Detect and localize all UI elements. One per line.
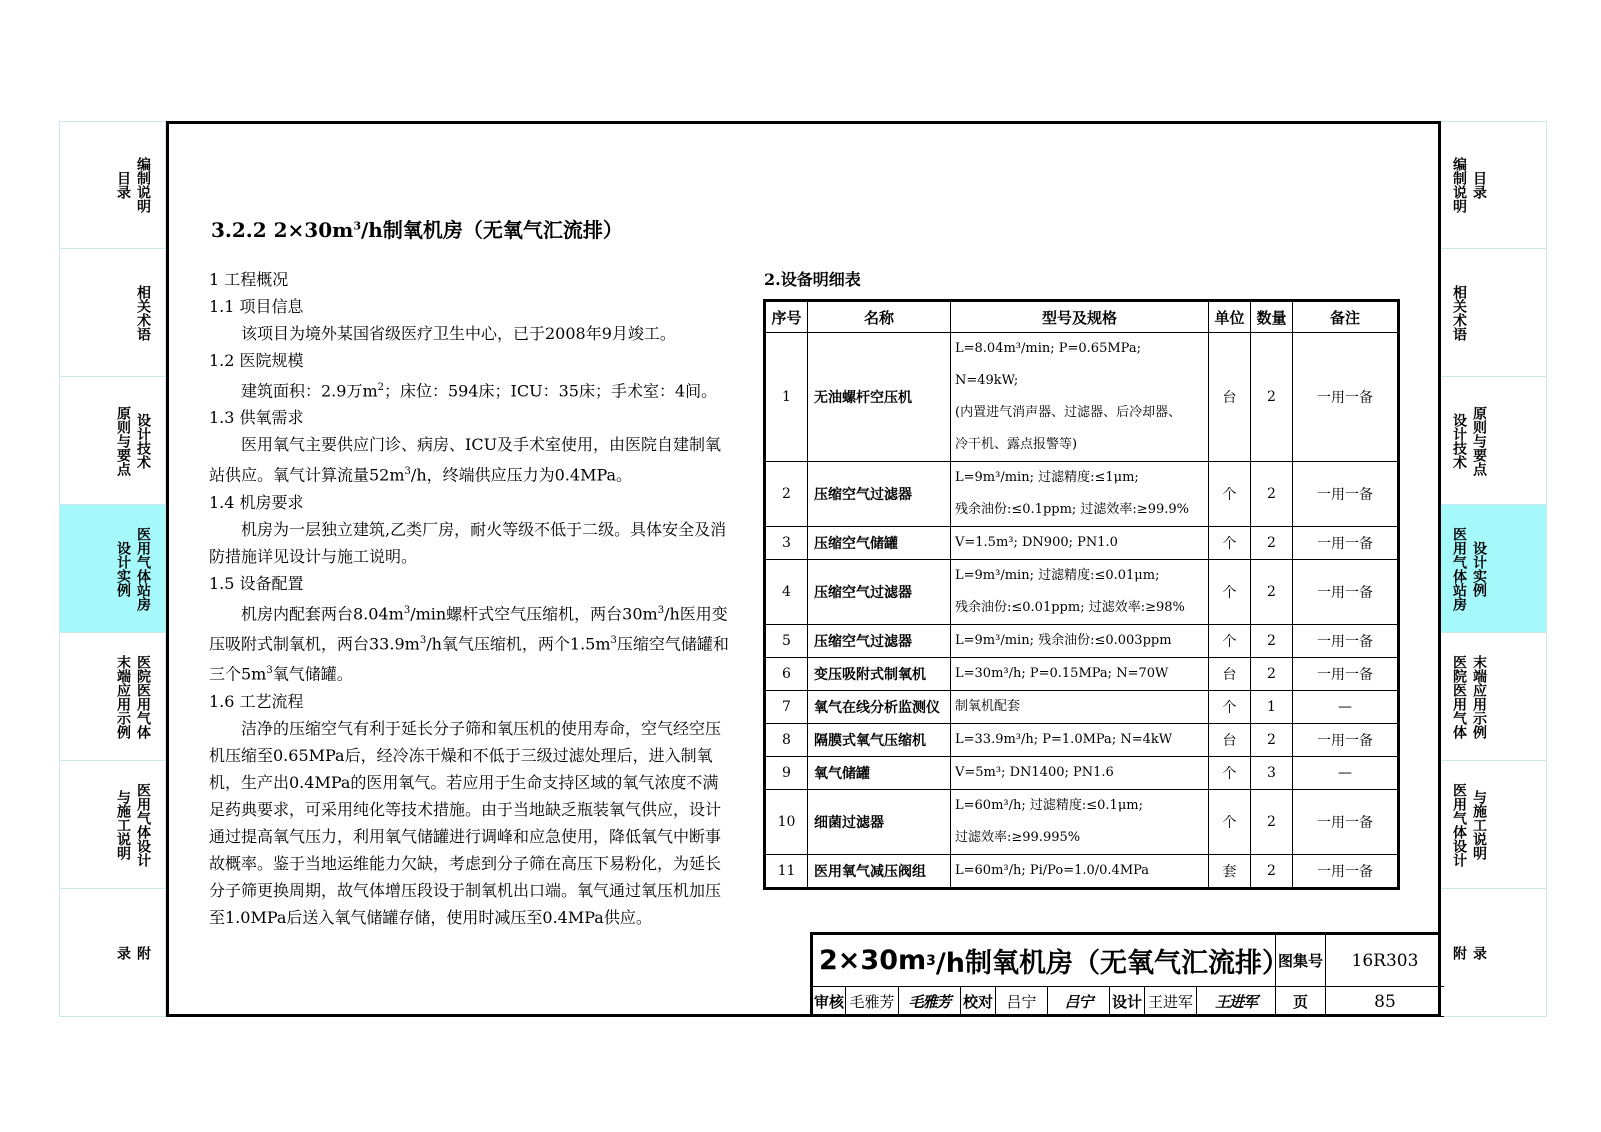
cell-no: 3: [765, 527, 808, 560]
cell-spec: [951, 691, 1209, 724]
table-row: [765, 462, 1399, 527]
cell-no: 8: [765, 724, 808, 757]
right-tab[interactable]: [1440, 633, 1547, 761]
cell-no: 4: [765, 560, 808, 625]
spec-line: L=9m³/min; 残余油份:≤0.003ppm: [955, 633, 1172, 648]
tab-label: [1453, 122, 1489, 248]
tab-label-column: 医院医用气体: [135, 654, 151, 739]
tab-label-column: 相关术语: [135, 284, 151, 341]
paragraph-1-4: 机房为一层独立建筑,乙类厂房，耐火等级不低于二级。具体安全及消防措施详见设计与施工说明。: [209, 519, 727, 566]
cell-no: 7: [765, 691, 808, 724]
cell-unit: 套: [1209, 855, 1251, 889]
right-tab[interactable]: [1440, 249, 1547, 377]
col-header: 单位: [1209, 301, 1251, 333]
left-tab[interactable]: [59, 505, 166, 633]
review-signature: 毛雅芳: [899, 987, 961, 1017]
left-tab[interactable]: [59, 121, 166, 249]
tab-label-column: 医用气体站房: [135, 526, 151, 611]
table-row: [765, 625, 1399, 658]
spec-line: L=9m³/min; 过滤精度:≤0.01μm;: [955, 568, 1160, 583]
spec-line: L=8.04m³/min; P=0.65MPa; N=49kW;: [955, 341, 1141, 388]
right-chapter-tabs: [1440, 121, 1547, 1017]
table-row: [765, 658, 1399, 691]
cell-spec: [951, 527, 1209, 560]
col-header: 备注: [1293, 301, 1399, 333]
check-signature: 吕宁: [1048, 987, 1110, 1017]
cell-unit: 个: [1209, 757, 1251, 790]
project-overview: [209, 266, 729, 931]
cell-name: 无油螺杆空压机: [808, 333, 951, 462]
cell-note: 一用一备: [1293, 560, 1399, 625]
spec-line: 冷干机、露点报警等): [955, 437, 1078, 452]
tab-label-column: 与施工说明: [1471, 789, 1487, 860]
cell-note: —: [1293, 691, 1399, 724]
cell-note: 一用一备: [1293, 625, 1399, 658]
table-row: [765, 333, 1399, 462]
right-tab[interactable]: [1440, 889, 1547, 1017]
cell-spec: [951, 855, 1209, 889]
check-name: 吕宁: [996, 987, 1048, 1017]
left-tab[interactable]: [59, 889, 166, 1017]
cell-spec: [951, 625, 1209, 658]
spec-line: 过滤效率:≥99.995%: [955, 830, 1081, 845]
heading-1-6: 1.6 工艺流程: [209, 691, 304, 711]
equipment-table: [763, 299, 1400, 890]
col-header: 名称: [808, 301, 951, 333]
cell-unit: 个: [1209, 560, 1251, 625]
cell-qty: 2: [1251, 560, 1293, 625]
cell-name: 压缩空气过滤器: [808, 625, 951, 658]
review-label: 审核: [813, 987, 846, 1017]
right-tab[interactable]: [1440, 505, 1547, 633]
col-header: 型号及规格: [951, 301, 1209, 333]
tab-label-column: 与施工说明: [115, 789, 131, 860]
tab-label-column: 目录: [115, 171, 131, 199]
paragraph-1-3: 医用氧气主要供应门诊、病房、ICU及手术室使用，由医院自建制氧站供应。氧气计算流量$52m^3/h$，终端供应压力为0.4MPa。: [209, 435, 722, 485]
cell-spec: [951, 757, 1209, 790]
cell-note: —: [1293, 757, 1399, 790]
section-title: 3.2.2 $2\times 30m^3/h$制氧机房（无氧气汇流排）: [211, 218, 623, 242]
cell-unit: 个: [1209, 527, 1251, 560]
tab-label-column: 设计技术: [1451, 412, 1467, 469]
col-header: 数量: [1251, 301, 1293, 333]
tab-label: [117, 633, 153, 760]
cell-spec: [951, 560, 1209, 625]
tab-label-column: 医院医用气体: [1451, 654, 1467, 739]
page-number: 85: [1326, 987, 1444, 1017]
left-tab[interactable]: [59, 761, 166, 889]
page-label: 页: [1276, 987, 1326, 1017]
paragraph-1-1: 该项目为境外某国省级医疗卫生中心，已于2008年9月竣工。: [241, 324, 676, 343]
cell-note: 一用一备: [1293, 790, 1399, 855]
cell-unit: 个: [1209, 462, 1251, 527]
tab-label-column: 相关术语: [1451, 284, 1467, 341]
cell-qty: 2: [1251, 462, 1293, 527]
tab-label: [117, 889, 153, 1016]
spec-line: L=60m³/h; 过滤精度:≤0.1μm;: [955, 798, 1143, 813]
cell-name: 隔膜式氧气压缩机: [808, 724, 951, 757]
heading-1-1: 1.1 项目信息: [209, 297, 304, 316]
tab-label-column: 末端应用示例: [115, 654, 131, 739]
tab-label: [1453, 377, 1489, 504]
check-label: 校对: [961, 987, 996, 1017]
cell-spec: [951, 724, 1209, 757]
cell-no: 9: [765, 757, 808, 790]
heading-1: 1 工程概况: [209, 270, 289, 289]
cell-note: 一用一备: [1293, 333, 1399, 462]
tab-label: [1453, 505, 1489, 632]
left-tab[interactable]: [59, 249, 166, 377]
cell-note: 一用一备: [1293, 855, 1399, 889]
tab-label-column: 编制说明: [135, 157, 151, 213]
cell-spec: [951, 658, 1209, 691]
tab-label-column: 医用气体设计: [135, 782, 151, 867]
tab-label: [117, 377, 153, 504]
tab-label: [1453, 761, 1489, 888]
spec-line: (内置进气消声器、过滤器、后冷却器、: [955, 405, 1182, 420]
cell-qty: 2: [1251, 333, 1293, 462]
tab-label-column: 原则与要点: [115, 405, 131, 476]
left-tab[interactable]: [59, 633, 166, 761]
left-tab[interactable]: [59, 377, 166, 505]
cell-qty: 2: [1251, 625, 1293, 658]
cell-name: 压缩空气储罐: [808, 527, 951, 560]
heading-1-2: 1.2 医院规模: [209, 351, 304, 370]
cell-note: 一用一备: [1293, 462, 1399, 527]
tab-label-column: 目录: [1471, 171, 1487, 199]
spec-line: L=9m³/min; 过滤精度:≤1μm;: [955, 470, 1139, 485]
spec-line: 残余油份:≤0.1ppm; 过滤效率:≥99.9%: [955, 502, 1190, 517]
cell-qty: 3: [1251, 757, 1293, 790]
table-title: 2.设备明细表: [764, 270, 861, 289]
tab-label: [1453, 249, 1469, 376]
design-label: 设计: [1110, 987, 1145, 1017]
right-tab[interactable]: [1440, 377, 1547, 505]
spec-line: V=5m³; DN1400; PN1.6: [955, 765, 1114, 780]
heading-1-5: 1.5 设备配置: [209, 573, 304, 593]
right-tab[interactable]: [1440, 121, 1547, 249]
tab-label-column: 设计技术: [135, 412, 151, 469]
cell-name: 细菌过滤器: [808, 790, 951, 855]
heading-1-4: 1.4 机房要求: [209, 492, 304, 512]
review-name: 毛雅芳: [846, 987, 899, 1017]
cell-qty: 2: [1251, 790, 1293, 855]
atlas-label: 图集号: [1276, 935, 1326, 987]
cell-no: 5: [765, 625, 808, 658]
tab-label-column: 设计实例: [1471, 540, 1487, 597]
tab-label: [117, 122, 153, 248]
table-row: [765, 560, 1399, 625]
spec-line: V=1.5m³; DN900; PN1.0: [955, 535, 1118, 550]
cell-qty: 2: [1251, 527, 1293, 560]
tab-label-column: 附: [1451, 945, 1467, 960]
cell-name: 压缩空气过滤器: [808, 462, 951, 527]
cell-no: 1: [765, 333, 808, 462]
cell-no: 2: [765, 462, 808, 527]
tab-label: [117, 761, 153, 888]
cell-unit: 台: [1209, 658, 1251, 691]
cell-note: 一用一备: [1293, 527, 1399, 560]
cell-spec: [951, 333, 1209, 462]
tab-label-column: 编制说明: [1451, 157, 1467, 213]
atlas-number: 16R303: [1326, 935, 1444, 987]
tab-label-column: 原则与要点: [1471, 405, 1487, 476]
table-header-row: [765, 301, 1399, 333]
cell-name: 氧气在线分析监测仪: [808, 691, 951, 724]
cell-spec: [951, 790, 1209, 855]
tab-label-column: 末端应用示例: [1471, 654, 1487, 739]
design-name: 王进军: [1145, 987, 1197, 1017]
cell-unit: 个: [1209, 691, 1251, 724]
table-row: [765, 527, 1399, 560]
tab-label: [117, 505, 153, 632]
left-chapter-tabs: [59, 121, 166, 1017]
paragraph-1-6: 洁净的压缩空气有利于延长分子筛和氧压机的使用寿命，空气经空压机压缩至0.65MPa后，经冷冻干燥和不低于三级过滤处理后，进入制氧机，生产出0.4MPa的医用氧气。若应用于生命支持区域的氧气浓度不满足药典要求，可采用纯化等技术措施。由于当地缺乏瓶装氧气供应，设计通过提高氧气压力，利用氧气储罐进行调峰和应急使用，降低氧气中断事故概率。鉴于当地运维能力欠缺，考虑到分子筛在高压下易粉化，为延长分子筛更换周期，故气体增压段设于制氧机出口端。氧气通过氧压机加压至1.0MPa后送入氧气储罐存储，使用时减压至0.4MPa供应。: [209, 718, 722, 927]
cell-unit: 台: [1209, 724, 1251, 757]
title-block: [810, 932, 1441, 1014]
design-signature: 王进军: [1197, 987, 1276, 1017]
col-header: 序号: [765, 301, 808, 333]
spec-line: 残余油份:≤0.01ppm; 过滤效率:≥98%: [955, 600, 1185, 615]
cell-spec: [951, 462, 1209, 527]
paragraph-1-5: 机房内配套两台$8.04m^3/\min$螺杆式空气压缩机，两台$30m^3/h$医用变压吸附式制氧机，两台$33.9m^3/h$氧气压缩机，两个$1.5m^3$压缩空气储罐和三个$5m^3$氧气储罐。: [209, 603, 729, 684]
cell-qty: 2: [1251, 855, 1293, 889]
cell-note: 一用一备: [1293, 724, 1399, 757]
tab-label-column: 附: [135, 945, 151, 960]
drawing-title: 2×30m 3 /h制氧机房（无氧气汇流排）: [813, 935, 1276, 987]
cell-unit: 台: [1209, 333, 1251, 462]
cell-name: 氧气储罐: [808, 757, 951, 790]
tab-label: [1453, 633, 1489, 760]
table-row: [765, 724, 1399, 757]
tab-label-column: 录: [115, 945, 131, 960]
cell-unit: 个: [1209, 625, 1251, 658]
spec-line: 制氧机配套: [955, 699, 1021, 714]
cell-qty: 1: [1251, 691, 1293, 724]
spec-line: L=30m³/h; P=0.15MPa; N=70W: [955, 666, 1169, 681]
drawing-frame: [166, 121, 1441, 1017]
table-row: [765, 757, 1399, 790]
table-row: [765, 790, 1399, 855]
cell-unit: 个: [1209, 790, 1251, 855]
tab-label-column: 医用气体设计: [1451, 782, 1467, 867]
heading-1-3: 1.3 供氧需求: [209, 408, 304, 428]
cell-note: 一用一备: [1293, 658, 1399, 691]
cell-name: 压缩空气过滤器: [808, 560, 951, 625]
cell-qty: 2: [1251, 658, 1293, 691]
spec-line: L=33.9m³/h; P=1.0MPa; N=4kW: [955, 732, 1173, 747]
table-row: [765, 691, 1399, 724]
right-tab[interactable]: [1440, 761, 1547, 889]
paragraph-1-2: 建筑面积：2.9万$m^2$；床位：594床；ICU：35床；手术室：4间。: [241, 381, 718, 401]
tab-label-column: 设计实例: [115, 540, 131, 597]
cell-no: 11: [765, 855, 808, 889]
cell-name: 医用氧气减压阀组: [808, 855, 951, 889]
cell-qty: 2: [1251, 724, 1293, 757]
tab-label-column: 录: [1471, 945, 1487, 960]
cell-no: 6: [765, 658, 808, 691]
cell-no: 10: [765, 790, 808, 855]
tab-label-column: 医用气体站房: [1451, 526, 1467, 611]
tab-label: [137, 249, 153, 376]
table-row: [765, 855, 1399, 889]
cell-name: 变压吸附式制氧机: [808, 658, 951, 691]
spec-line: L=60m³/h; Pi/Po=1.0/0.4MPa: [955, 863, 1150, 878]
tab-label: [1453, 889, 1489, 1016]
